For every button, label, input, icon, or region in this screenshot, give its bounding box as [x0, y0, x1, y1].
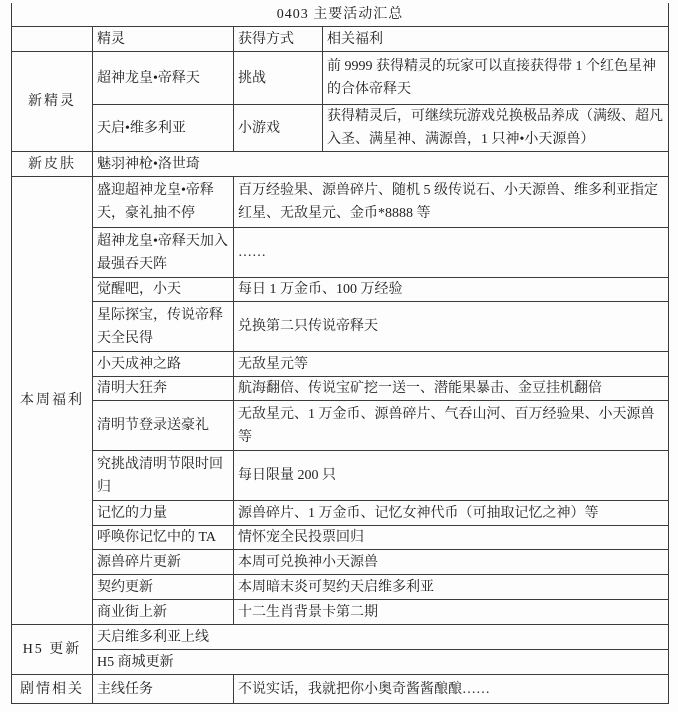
- activity-benefit-cell: 兑换第二只传说帝释天: [234, 302, 669, 352]
- section-label-story: 剧情相关: [12, 675, 93, 704]
- section-label-new-skin: 新皮肤: [12, 152, 93, 177]
- activity-name-cell: 究挑战清明节限时回归: [93, 451, 234, 501]
- header-sprite-cell: 精灵: [93, 27, 234, 52]
- activity-benefit-cell: 百万经验果、源兽碎片、随机 5 级传说石、小天源兽、维多利亚指定红星、无敌星元、金币*8888 等: [234, 177, 669, 228]
- activity-benefit-cell: 本周暗末炎可契约天启维多利亚: [234, 575, 669, 600]
- activity-name-cell: 契约更新: [93, 575, 234, 600]
- story-benefit-cell: 不说实话，我就把你小奥奇酱酱酿酿……: [234, 675, 669, 704]
- activity-name-cell: 超神龙皇•帝释天加入最强吞天阵: [93, 228, 234, 278]
- activity-benefit-cell: 每日 1 万金币、100 万经验: [234, 278, 669, 302]
- activity-benefit-cell: 航海翻倍、传说宝矿挖一送一、潜能果暴击、金豆挂机翻倍: [234, 377, 669, 401]
- section-label-new-sprites: 新精灵: [12, 52, 93, 152]
- activity-name-cell: 源兽碎片更新: [93, 550, 234, 575]
- activity-benefit-cell: 无敌星元、1 万金币、源兽碎片、气吞山河、百万经验果、小天源兽等: [234, 401, 669, 451]
- section-label-weekly: 本周福利: [12, 177, 93, 625]
- h5-item-cell: H5 商城更新: [93, 650, 669, 675]
- sprite-benefit-cell: 前 9999 获得精灵的玩家可以直接获得带 1 个红色星神的合体帝释天: [323, 52, 669, 105]
- activity-benefit-cell: 源兽碎片、1 万金币、记忆女神代币（可抽取记忆之神）等: [234, 501, 669, 526]
- activity-name-cell: 记忆的力量: [93, 501, 234, 526]
- page-title: 0403 主要活动汇总: [12, 3, 669, 27]
- section-label-h5: H5 更新: [12, 625, 93, 675]
- activity-name-cell: 清明节登录送豪礼: [93, 401, 234, 451]
- activity-benefit-cell: 情怀宠全民投票回归: [234, 526, 669, 550]
- activity-benefit-cell: 每日限量 200 只: [234, 451, 669, 501]
- activity-name-cell: 星际探宝，传说帝释天全民得: [93, 302, 234, 352]
- activity-name-cell: 觉醒吧，小天: [93, 278, 234, 302]
- sprite-name-cell: 超神龙皇•帝释天: [93, 52, 234, 105]
- activity-benefit-cell: 本周可兑换神小天源兽: [234, 550, 669, 575]
- activity-name-cell: 清明大狂奔: [93, 377, 234, 401]
- activity-benefit-cell: ……: [234, 228, 669, 278]
- activity-name-cell: 商业街上新: [93, 600, 234, 625]
- skin-name-cell: 魅羽神枪•洛世琦: [93, 152, 669, 177]
- activity-benefit-cell: 十二生肖背景卡第二期: [234, 600, 669, 625]
- activity-name-cell: 盛迎超神龙皇•帝释天，豪礼抽不停: [93, 177, 234, 228]
- activity-summary-table: [11, 3, 669, 704]
- activity-benefit-cell: 无敌星元等: [234, 352, 669, 377]
- activity-name-cell: 呼唤你记忆中的 TA: [93, 526, 234, 550]
- sprite-benefit-cell: 获得精灵后，可继续玩游戏兑换极品养成（满级、超凡入圣、满星神、满源兽，1 只神•小天源兽）: [323, 105, 669, 152]
- sprite-method-cell: 挑战: [234, 52, 323, 105]
- activity-name-cell: 小天成神之路: [93, 352, 234, 377]
- h5-item-cell: 天启维多利亚上线: [93, 625, 669, 650]
- header-corner-cell: [12, 27, 93, 52]
- sprite-method-cell: 小游戏: [234, 105, 323, 152]
- header-benefit-cell: 相关福利: [323, 27, 669, 52]
- sprite-name-cell: 天启•维多利亚: [93, 105, 234, 152]
- story-name-cell: 主线任务: [93, 675, 234, 704]
- header-method-cell: 获得方式: [234, 27, 323, 52]
